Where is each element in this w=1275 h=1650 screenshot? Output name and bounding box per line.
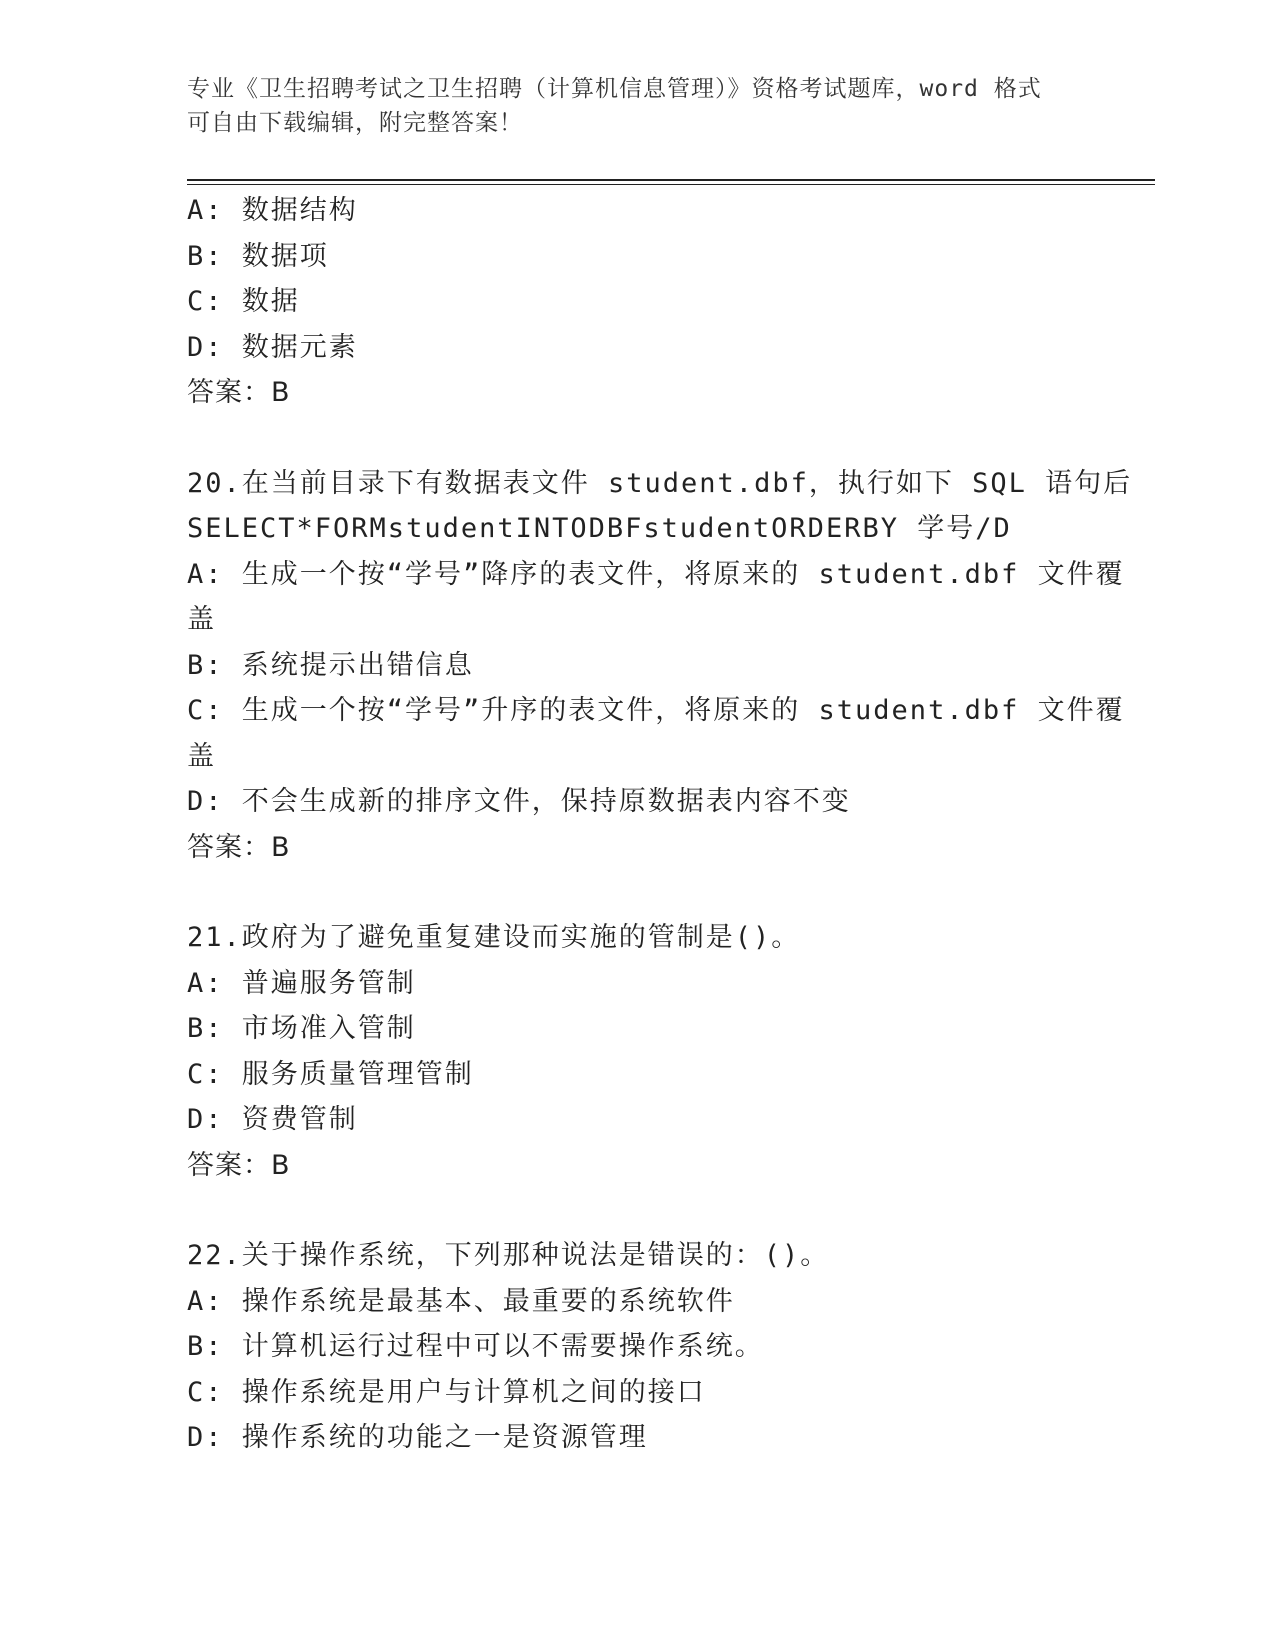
option-d: D: 操作系统的功能之一是资源管理: [187, 1422, 648, 1453]
question-20: [187, 461, 1133, 871]
option-a: A: 普遍服务管制: [187, 967, 416, 999]
question-list: [187, 188, 1133, 1461]
option-d: D: 数据元素: [187, 331, 358, 363]
question-stem: 22.关于操作系统，下列那种说法是错误的：()。: [187, 1240, 830, 1271]
question-stem-continued: SELECT*FORMstudentINTODBFstudentORDERBY 学号/D: [187, 513, 1012, 544]
question-19: [187, 188, 1087, 416]
spacer: [187, 870, 1087, 915]
option-c: C: 生成一个按“学号”升序的表文件，将原来的 student.dbf 文件覆: [187, 695, 1125, 726]
option-a: A: 操作系统是最基本、最重要的系统软件: [187, 1285, 735, 1317]
document-header: [187, 72, 1067, 140]
option-b: B: 市场准入管制: [187, 1013, 416, 1044]
option-c-continued: 盖: [187, 740, 216, 772]
header-divider-thin: [187, 184, 1155, 185]
header-line-1: 专业《卫生招聘考试之卫生招聘（计算机信息管理）》资格考试题库，word 格式: [187, 76, 1042, 102]
option-a: A: 数据结构: [187, 195, 358, 226]
answer: 答案：B: [187, 831, 291, 863]
option-a: A: 生成一个按“学号”降序的表文件，将原来的 student.dbf 文件覆: [187, 558, 1125, 590]
answer: 答案：B: [187, 1149, 291, 1181]
option-a-continued: 盖: [187, 604, 216, 635]
option-c: C: 服务质量管理管制: [187, 1058, 474, 1090]
option-b: B: 系统提示出错信息: [187, 649, 474, 681]
option-b: B: 数据项: [187, 240, 329, 272]
spacer: [187, 416, 1087, 461]
question-stem: 21.政府为了避免重复建设而实施的管制是()。: [187, 922, 801, 953]
question-21: [187, 915, 1087, 1188]
header-line-2: 可自由下载编辑，附完整答案！: [187, 110, 523, 136]
option-b: B: 计算机运行过程中可以不需要操作系统。: [187, 1331, 764, 1362]
answer: 答案：B: [187, 377, 291, 408]
option-c: C: 数据: [187, 286, 300, 317]
option-d: D: 资费管制: [187, 1104, 358, 1135]
question-22: [187, 1233, 1087, 1461]
option-d: D: 不会生成新的排序文件，保持原数据表内容不变: [187, 786, 851, 817]
question-stem: 20.在当前目录下有数据表文件 student.dbf，执行如下 SQL 语句后: [187, 467, 1133, 499]
header-divider-thick: [187, 179, 1155, 181]
option-c: C: 操作系统是用户与计算机之间的接口: [187, 1376, 706, 1408]
spacer: [187, 1188, 1087, 1233]
